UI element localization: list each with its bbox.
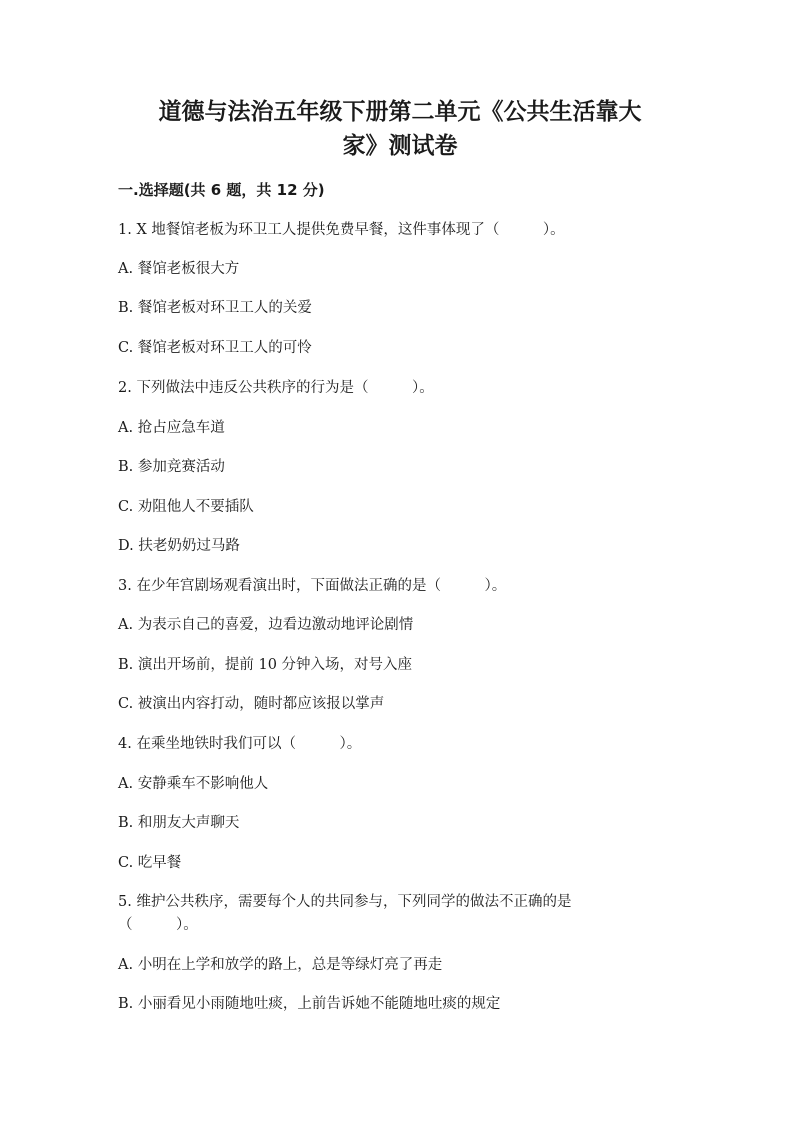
question-4-option-b: B. 和朋友大声聊天 <box>118 815 240 831</box>
question-3-stem: 3. 在少年宫剧场观看演出时，下面做法正确的是（ ）。 <box>118 578 507 594</box>
question-5-option-a: A. 小明在上学和放学的路上，总是等绿灯亮了再走 <box>118 957 443 973</box>
question-2-option-b: B. 参加竞赛活动 <box>118 459 225 475</box>
document-title-line2: 家》测试卷 <box>342 133 458 159</box>
question-1-option-c: C. 餐馆老板对环卫工人的可怜 <box>118 340 312 356</box>
question-4-option-c: C. 吃早餐 <box>118 855 182 871</box>
question-2-option-c: C. 劝阻他人不要插队 <box>118 499 254 515</box>
question-4-option-a: A. 安静乘车不影响他人 <box>118 776 269 792</box>
question-3-option-c: C. 被演出内容打动，随时都应该报以掌声 <box>118 696 385 712</box>
question-5-stem-line1: 5. 维护公共秩序，需要每个人的共同参与，下列同学的做法不正确的是 <box>118 894 572 910</box>
question-4-stem: 4. 在乘坐地铁时我们可以（ ）。 <box>118 736 362 752</box>
question-2-stem: 2. 下列做法中违反公共秩序的行为是（ ）。 <box>118 380 434 396</box>
question-3-option-a: A. 为表示自己的喜爱，边看边激动地评论剧情 <box>118 617 414 633</box>
question-2-option-a: A. 抢占应急车道 <box>118 420 225 436</box>
question-1-stem: 1. X 地餐馆老板为环卫工人提供免费早餐，这件事体现了（ ）。 <box>118 222 565 238</box>
question-1-option-a: A. 餐馆老板很大方 <box>118 261 240 277</box>
document-title-line1: 道德与法治五年级下册第二单元《公共生活靠大 <box>158 99 642 125</box>
question-2-option-d: D. 扶老奶奶过马路 <box>118 538 240 554</box>
question-3-option-b: B. 演出开场前，提前 10 分钟入场，对号入座 <box>118 657 413 673</box>
section-heading: 一.选择题(共 6 题，共 12 分) <box>118 181 325 199</box>
question-1-option-b: B. 餐馆老板对环卫工人的关爱 <box>118 300 312 316</box>
question-5-option-b: B. 小丽看见小雨随地吐痰，上前告诉她不能随地吐痰的规定 <box>118 996 501 1012</box>
question-5-stem-line2: （ ）。 <box>118 917 198 933</box>
